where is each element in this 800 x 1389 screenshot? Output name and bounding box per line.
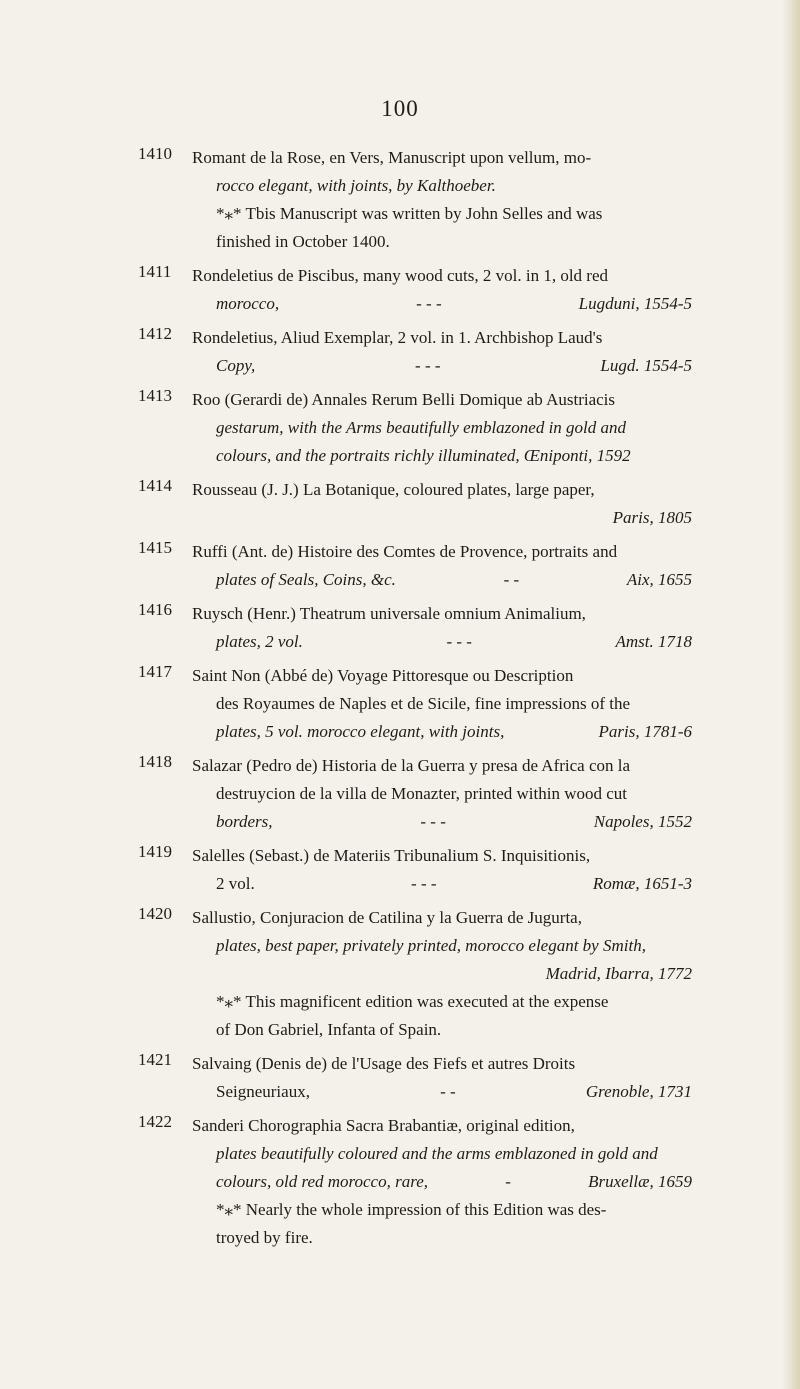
entry-number: 1416 xyxy=(138,600,172,619)
entry-imprint: Romæ, 1651-3 xyxy=(592,874,692,893)
entry-line: Salvaing (Denis de) de l'Usage des Fiefs et autres Droits xyxy=(192,1054,576,1073)
catalogue-entry xyxy=(0,1050,692,1106)
entry-note: troyed by fire. xyxy=(216,1228,313,1247)
leader-dashes: - - - xyxy=(411,874,437,893)
leader-dashes: - - xyxy=(503,570,520,589)
catalogue-entry xyxy=(0,144,692,256)
catalogue-entry xyxy=(0,662,692,746)
entry-line: Rousseau (J. J.) La Botanique, coloured plates, large paper, xyxy=(192,480,595,499)
entry-imprint-row xyxy=(192,290,692,318)
catalogue-entry xyxy=(0,538,692,594)
entry-number: 1414 xyxy=(138,476,172,495)
leader-dashes: - - - xyxy=(446,632,472,651)
leader-dashes: - - - xyxy=(420,812,446,831)
entry-note: *⁎* This magnificent edition was executed at the expense xyxy=(216,992,609,1011)
entry-number: 1413 xyxy=(138,386,172,405)
catalogue-entry xyxy=(0,324,692,380)
entry-line: Saint Non (Abbé de) Voyage Pittoresque ou Description xyxy=(192,666,574,685)
leader-dashes: - xyxy=(505,1172,511,1191)
entry-note: of Don Gabriel, Infanta of Spain. xyxy=(216,1020,442,1039)
entry-binding: borders, xyxy=(216,812,273,831)
catalogue-entries xyxy=(0,144,800,1258)
entry-imprint: Paris, 1781-6 xyxy=(598,722,692,741)
entry-number: 1415 xyxy=(138,538,172,557)
entry-number: 1411 xyxy=(138,262,172,281)
entry-note: finished in October 1400. xyxy=(216,232,390,251)
entry-number: 1421 xyxy=(138,1050,172,1069)
entry-line: plates, best paper, privately printed, morocco elegant by Smith, xyxy=(216,936,646,955)
entry-imprint: Lugd. 1554-5 xyxy=(600,356,692,375)
catalogue-entry xyxy=(0,262,692,318)
entry-binding: colours, old red morocco, rare, xyxy=(216,1172,429,1191)
entry-number: 1410 xyxy=(138,144,172,163)
entry-line: Rondeletius, Aliud Exemplar, 2 vol. in 1. Archbishop Laud's xyxy=(192,328,603,347)
catalogue-entry xyxy=(0,752,692,836)
entry-binding: Copy, xyxy=(216,356,256,375)
entry-number: 1412 xyxy=(138,324,172,343)
catalogue-entry xyxy=(0,386,692,470)
page-number: 100 xyxy=(381,96,419,121)
entry-imprint-row xyxy=(192,1168,692,1196)
entry-number: 1417 xyxy=(138,662,172,681)
entry-imprint: Napoles, 1552 xyxy=(593,812,692,831)
entry-imprint: Lugduni, 1554-5 xyxy=(578,294,692,313)
entry-imprint-row xyxy=(192,960,692,988)
entry-note: *⁎* Tbis Manuscript was written by John Selles and was xyxy=(216,204,603,223)
entry-binding: plates, 2 vol. xyxy=(216,632,303,651)
entry-line: Salazar (Pedro de) Historia de la Guerra y presa de Africa con la xyxy=(192,756,631,775)
entry-line: Rondeletius de Piscibus, many wood cuts, 2 vol. in 1, old red xyxy=(192,266,608,285)
leader-dashes: - - xyxy=(440,1082,456,1101)
entry-imprint-row xyxy=(192,718,692,746)
entry-imprint: Paris, 1805 xyxy=(612,508,692,527)
entry-imprint: Amst. 1718 xyxy=(615,632,692,651)
entry-line: colours, and the portraits richly illuminated, Œniponti, 1592 xyxy=(216,446,631,465)
entry-imprint: Madrid, Ibarra, 1772 xyxy=(545,964,692,983)
catalogue-entry xyxy=(0,476,692,532)
catalogue-entry xyxy=(0,842,692,898)
entry-line: Ruysch (Henr.) Theatrum universale omnium Animalium, xyxy=(192,604,586,623)
entry-line: Salelles (Sebast.) de Materiis Tribunalium S. Inquisitionis, xyxy=(192,846,591,865)
entry-imprint-row xyxy=(192,566,692,594)
entry-imprint-row xyxy=(192,352,692,380)
entry-binding: plates, 5 vol. morocco elegant, with joints, xyxy=(216,722,505,741)
entry-line: plates beautifully coloured and the arms emblazoned in gold and xyxy=(216,1144,658,1163)
catalogue-entry xyxy=(0,1112,692,1252)
entry-line: des Royaumes de Naples et de Sicile, fine impressions of the xyxy=(216,694,631,713)
entry-imprint-row xyxy=(192,808,692,836)
entry-line: gestarum, with the Arms beautifully emblazoned in gold and xyxy=(216,418,627,437)
entry-binding: plates of Seals, Coins, &c. xyxy=(216,570,396,589)
entry-line: rocco elegant, with joints, by Kalthoeber. xyxy=(216,176,496,195)
entry-line: destruycion de la villa de Monazter, printed within wood cut xyxy=(216,784,627,803)
entry-imprint-row xyxy=(192,870,692,898)
entry-imprint: Grenoble, 1731 xyxy=(585,1082,692,1101)
entry-binding: Seigneuriaux, xyxy=(216,1082,310,1101)
entry-imprint-row xyxy=(192,504,692,532)
leader-dashes: - - - xyxy=(415,356,441,375)
entry-binding: 2 vol. xyxy=(216,874,255,893)
entry-line: Sallustio, Conjuracion de Catilina y la Guerra de Jugurta, xyxy=(192,908,582,927)
entry-line: Ruffi (Ant. de) Histoire des Comtes de Provence, portraits and xyxy=(192,542,618,561)
entry-imprint: Aix, 1655 xyxy=(626,570,692,589)
entry-note: *⁎* Nearly the whole impression of this Edition was des- xyxy=(216,1200,607,1219)
entry-line: Roo (Gerardi de) Annales Rerum Belli Domique ab Austriacis xyxy=(192,390,616,409)
entry-line: Sanderi Chorographia Sacra Brabantiæ, original edition, xyxy=(192,1116,575,1135)
leader-dashes: - - - xyxy=(416,294,442,313)
entry-imprint: Bruxellæ, 1659 xyxy=(588,1172,692,1191)
entry-binding: morocco, xyxy=(216,294,280,313)
catalogue-entry xyxy=(0,904,692,1044)
entry-imprint-row xyxy=(192,1078,692,1106)
entry-number: 1420 xyxy=(138,904,172,923)
entry-number: 1418 xyxy=(138,752,172,771)
entry-number: 1419 xyxy=(138,842,172,861)
entry-imprint-row xyxy=(192,628,692,656)
catalogue-entry xyxy=(0,600,692,656)
entry-number: 1422 xyxy=(138,1112,172,1131)
entry-line: Romant de la Rose, en Vers, Manuscript upon vellum, mo- xyxy=(192,148,592,167)
